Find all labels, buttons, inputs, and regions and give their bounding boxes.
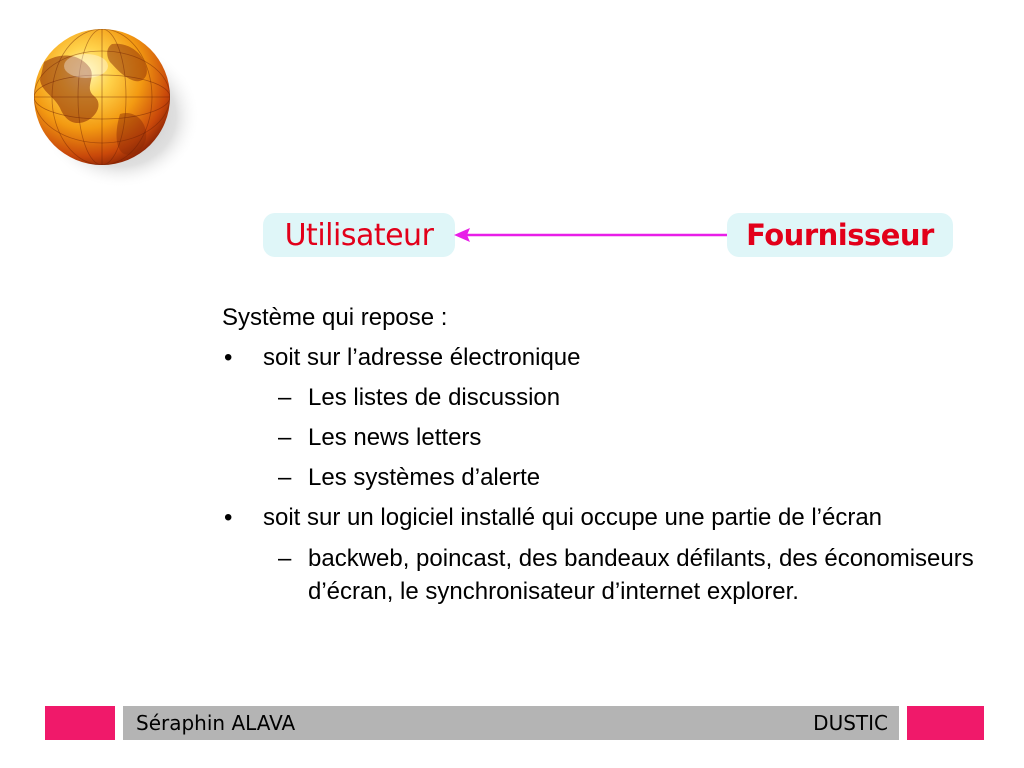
- bullet-marker: •: [224, 344, 233, 371]
- bullet-text: soit sur un logiciel installé qui occupe une partie de l’écran: [263, 504, 883, 531]
- bullet-item: [222, 498, 1012, 538]
- bullet-text: soit sur l’adresse électronique: [263, 344, 581, 371]
- sub-bullet-text: Les systèmes d’alerte: [308, 464, 541, 491]
- sub-bullet-item: [222, 418, 1012, 458]
- user-label: Utilisateur: [284, 217, 434, 253]
- footer-accent-left: [45, 706, 115, 740]
- dash-marker: –: [278, 545, 292, 572]
- provider-label: Fournisseur: [746, 218, 934, 252]
- slide-body: [222, 298, 1012, 608]
- dash-marker: –: [278, 464, 292, 491]
- dash-marker: –: [278, 424, 292, 451]
- sub-bullet-item: [222, 538, 988, 608]
- intro-line: Système qui repose :: [222, 304, 448, 331]
- footer-bar: [123, 706, 899, 740]
- sub-bullet-text: backweb, poincast, des bandeaux défilants, des économiseurs d’écran, le synchronisateur d’internet explorer.: [308, 545, 974, 605]
- globe-icon: [24, 22, 200, 188]
- bullet-item: [222, 338, 1012, 378]
- dash-marker: –: [278, 384, 292, 411]
- footer-org: DUSTIC: [813, 711, 888, 735]
- arrow-left-icon: [452, 225, 732, 245]
- sub-bullet-text: Les news letters: [308, 424, 482, 451]
- sub-bullet-text: Les listes de discussion: [308, 384, 561, 411]
- sub-bullet-item: [222, 458, 1012, 498]
- footer-accent-right: [907, 706, 984, 740]
- bullet-marker: •: [224, 504, 233, 531]
- user-label-box: [263, 213, 455, 257]
- footer-author: Séraphin ALAVA: [136, 711, 296, 735]
- provider-label-box: [727, 213, 953, 257]
- sub-bullet-item: [222, 378, 1012, 418]
